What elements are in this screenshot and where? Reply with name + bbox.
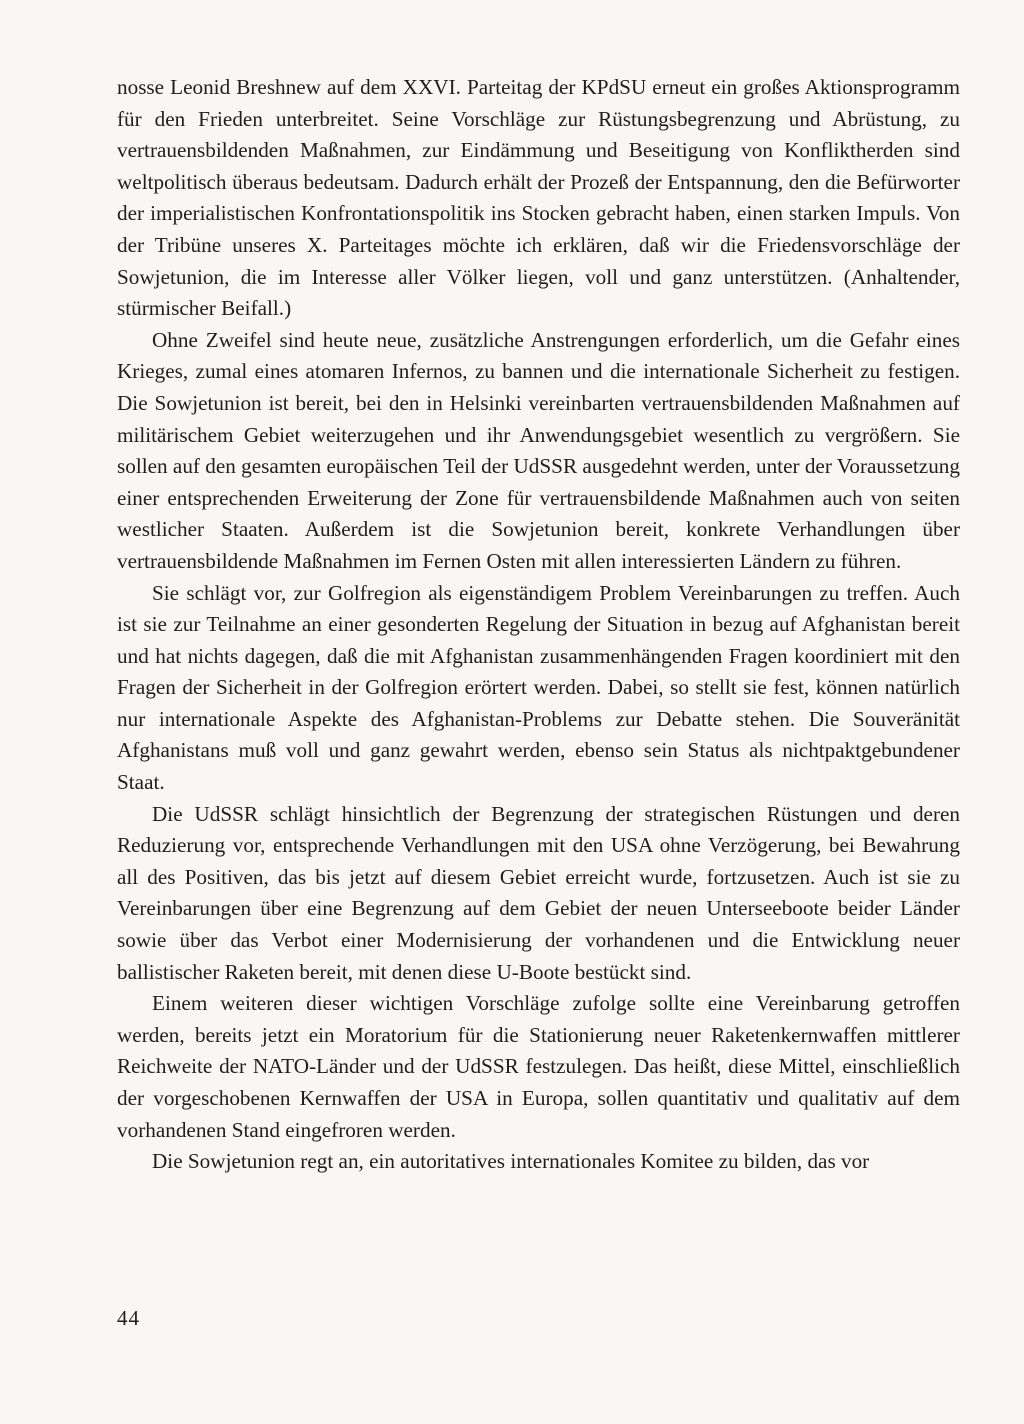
page-number: 44 xyxy=(117,1306,140,1330)
paragraph: Einem weiteren dieser wichtigen Vorschläge zufolge sollte eine Vereinbarung getroffen werden, bereits jetzt ein Moratorium für die Stationierung neuer Raketenkernwaffen mittlerer Reichweite der NATO-Länder und der UdSSR festzulegen. Das heißt, diese Mittel, einschließlich der vorgeschobenen Kernwaffen der USA in Europa, sollen quantitativ und qualitativ auf dem vorhandenen Stand eingefroren werden. xyxy=(117,991,960,1142)
paragraph: Ohne Zweifel sind heute neue, zusätzliche Anstrengungen erforderlich, um die Gefahr eines Krieges, zumal eines atomaren Infernos, zu bannen und die internationale Sicherheit zu festigen. Die Sowjetunion ist bereit, bei den in Helsinki vereinbarten vertrauensbildenden Maßnahmen auf militärischem Gebiet weiterzugehen und ihr Anwendungsgebiet wesentlich zu vergrößern. Sie sollen auf den gesamten europäischen Teil der UdSSR ausgedehnt werden, unter der Voraussetzung einer entsprechenden Erweiterung der Zone für vertrauensbildende Maßnahmen auch von seiten westlicher Staaten. Außerdem ist die Sowjetunion bereit, konkrete Verhandlungen über vertrauensbildende Maßnahmen im Fernen Osten mit allen interessierten Ländern zu führen. xyxy=(117,327,960,573)
paragraph: Die Sowjetunion regt an, ein autoritatives internationales Komitee zu bilden, das vor xyxy=(152,1149,870,1174)
paragraph-continued: nosse Leonid Breshnew auf dem XXVI. Parteitag der KPdSU erneut ein großes Aktionsprogramm für den Frieden unterbreitet. Seine Vorschläge zur Rüstungsbegrenzung und Abrüstung, zu vertrauensbildenden Maßnahmen, zur Eindämmung und Beseitigung von Konfliktherden sind weltpolitisch überaus bedeutsam. Dadurch erhält der Prozeß der Entspannung, den die Befürworter der imperialistischen Konfrontationspolitik ins Stocken gebracht haben, einen starken Impuls. Von der Tribüne unseres X. Parteitages möchte ich erklären, daß wir die Friedensvorschläge der Sowjetunion, die im Interesse aller Völker liegen, voll und ganz unterstützen. (Anhaltender, stürmischer Beifall.) xyxy=(117,75,960,321)
paragraph: Sie schlägt vor, zur Golfregion als eigenständigem Problem Vereinbarungen zu treffen. Auch ist sie zur Teilnahme an einer gesonderten Regelung der Situation in bezug auf Afghanistan bereit und hat nichts dagegen, daß die mit Afghanistan zusammenhängenden Fragen koordiniert mit den Fragen der Sicherheit in der Golfregion erörtert werden. Dabei, so stellt sie fest, können natürlich nur internationale Aspekte des Afghanistan-Problems zur Debatte stehen. Die Souveränität Afghanistans muß voll und ganz gewahrt werden, ebenso sein Status als nichtpaktgebundener Staat. xyxy=(117,580,960,795)
paragraph: Die UdSSR schlägt hinsichtlich der Begrenzung der strategischen Rüstungen und deren Reduzierung vor, entsprechende Verhandlungen mit den USA ohne Verzögerung, bei Bewahrung all des Positiven, das bis jetzt auf diesem Gebiet erreicht wurde, fortzusetzen. Auch ist sie zu Vereinbarungen über eine Begrenzung auf dem Gebiet der neuen Unterseeboote beider Länder sowie über das Verbot einer Modernisierung der vorhandenen und die Entwicklung neuer ballistischer Raketen bereit, mit denen diese U-Boote bestückt sind. xyxy=(117,801,960,984)
body-text xyxy=(117,72,960,1178)
